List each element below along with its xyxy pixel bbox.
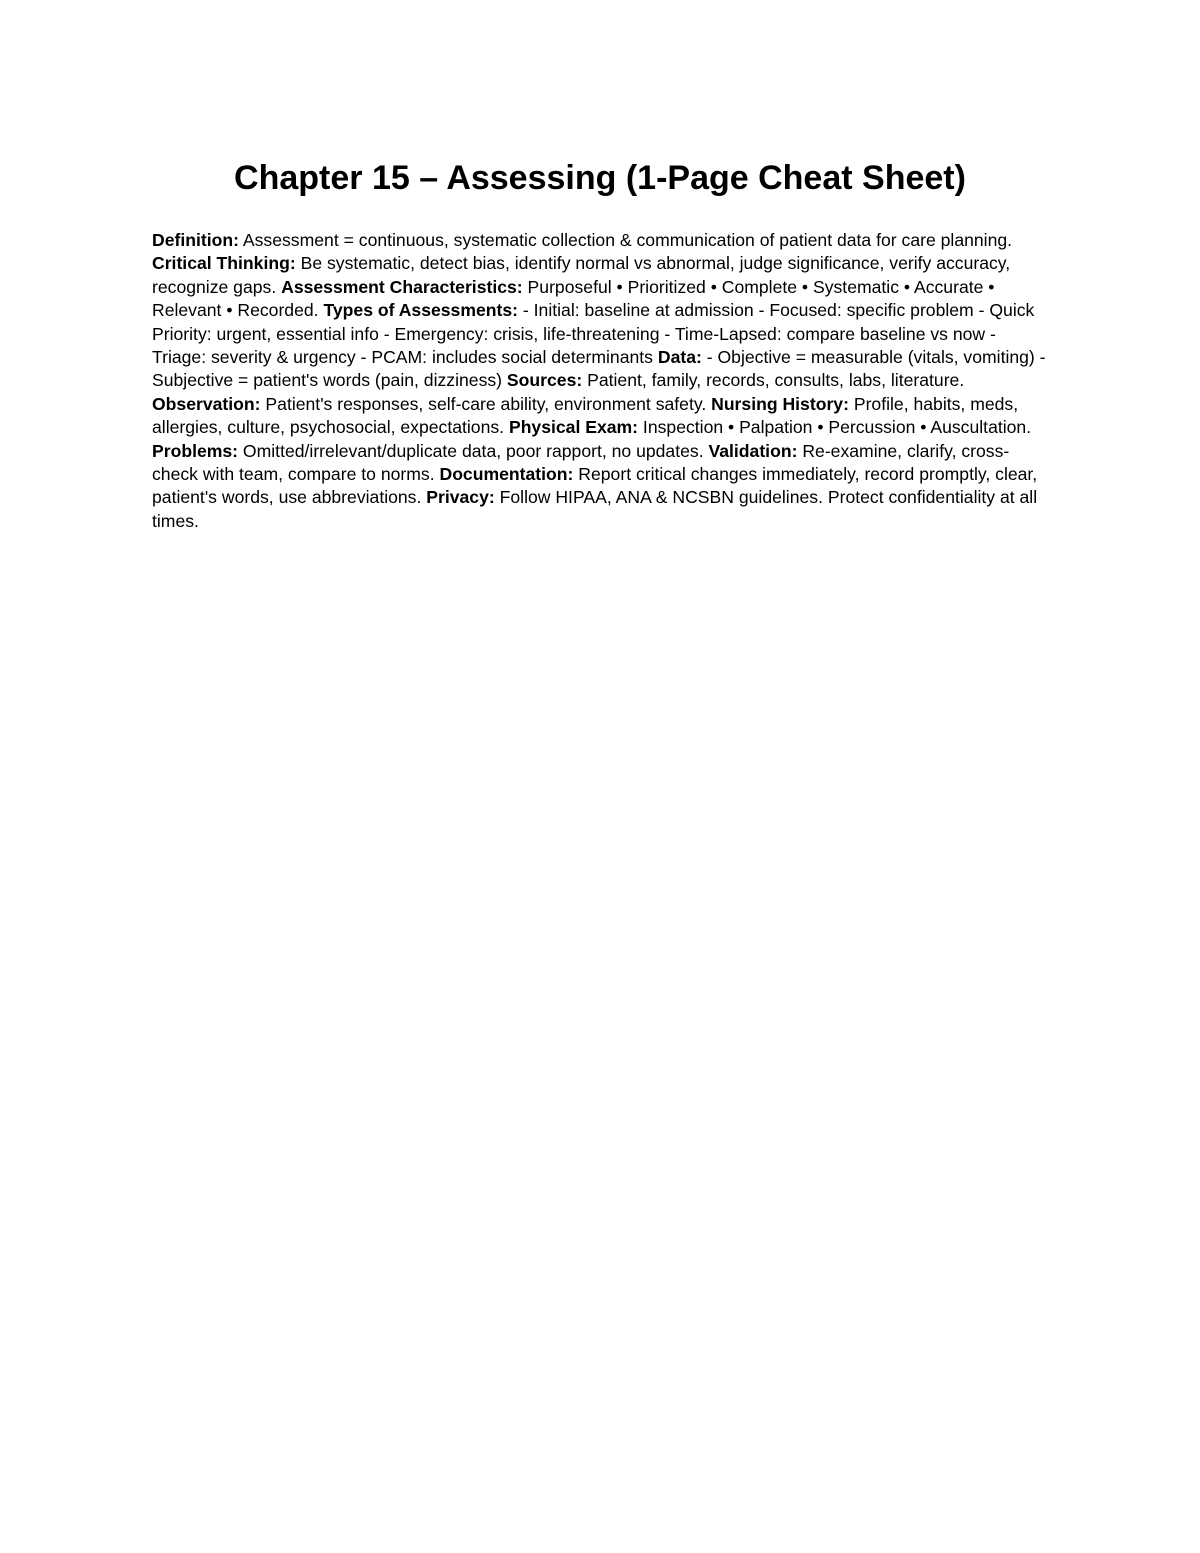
section-label-physical-exam: Physical Exam: xyxy=(508,417,639,438)
section-label-validation: Validation: xyxy=(708,440,798,461)
section-text-definition: Assessment = continuous, systematic collection & communication of patient data for care planning. xyxy=(238,230,1013,250)
section-text-critical-thinking: Be systematic, detect bias, identify normal vs abnormal, judge significance, verify accuracy, recognize gaps. xyxy=(152,253,1011,297)
section-text-types-of-assessments: - Initial: baseline at admission - Focused: specific problem - Quick Priority: urgent, essential info - Emergency: crisis, life-threatening - Time-Lapsed: compare baseline vs now - Triage: severity & urgency - PCAM: includes social determinants xyxy=(152,300,1035,368)
section-text-validation: Re-examine, clarify, cross-check with team, compare to norms. xyxy=(152,440,1010,485)
section-label-observation: Observation: xyxy=(152,393,261,414)
section-label-assessment-characteristics: Assessment Characteristics: xyxy=(281,276,523,297)
section-label-critical-thinking: Critical Thinking: xyxy=(152,253,296,274)
section-label-problems: Problems: xyxy=(152,440,239,461)
section-label-types-of-assessments: Types of Assessments: xyxy=(323,300,519,321)
section-text-observation: Patient's responses, self-care ability, environment safety. xyxy=(260,393,712,414)
section-text-privacy: Follow HIPAA, ANA & NCSBN guidelines. Protect confidentiality at all times. xyxy=(152,487,1038,531)
section-label-data: Data: xyxy=(657,347,702,368)
section-label-privacy: Privacy: xyxy=(426,487,495,508)
section-text-nursing-history: Profile, habits, meds, allergies, culture, psychosocial, expectations. xyxy=(152,393,1019,438)
cheat-sheet-body xyxy=(152,229,1052,533)
section-text-assessment-characteristics: Purposeful • Prioritized • Complete • Systematic • Accurate • Relevant • Recorded. xyxy=(152,276,995,321)
section-text-data: - Objective = measurable (vitals, vomiting) - Subjective = patient's words (pain, dizziness) xyxy=(152,347,1046,391)
section-text-documentation: Report critical changes immediately, record promptly, clear, patient's words, use abbreviations. xyxy=(152,464,1038,508)
section-label-definition: Definition: xyxy=(152,230,239,250)
page-title: Chapter 15 – Assessing (1-Page Cheat Sheet) xyxy=(234,159,966,197)
section-text-problems: Omitted/irrelevant/duplicate data, poor rapport, no updates. xyxy=(238,440,709,461)
section-label-sources: Sources: xyxy=(506,370,583,391)
section-text-physical-exam: Inspection • Palpation • Percussion • Auscultation. xyxy=(638,417,1032,438)
section-text-sources: Patient, family, records, consults, labs, literature. xyxy=(582,370,965,391)
section-label-nursing-history: Nursing History: xyxy=(711,393,849,414)
section-label-documentation: Documentation: xyxy=(439,464,574,485)
